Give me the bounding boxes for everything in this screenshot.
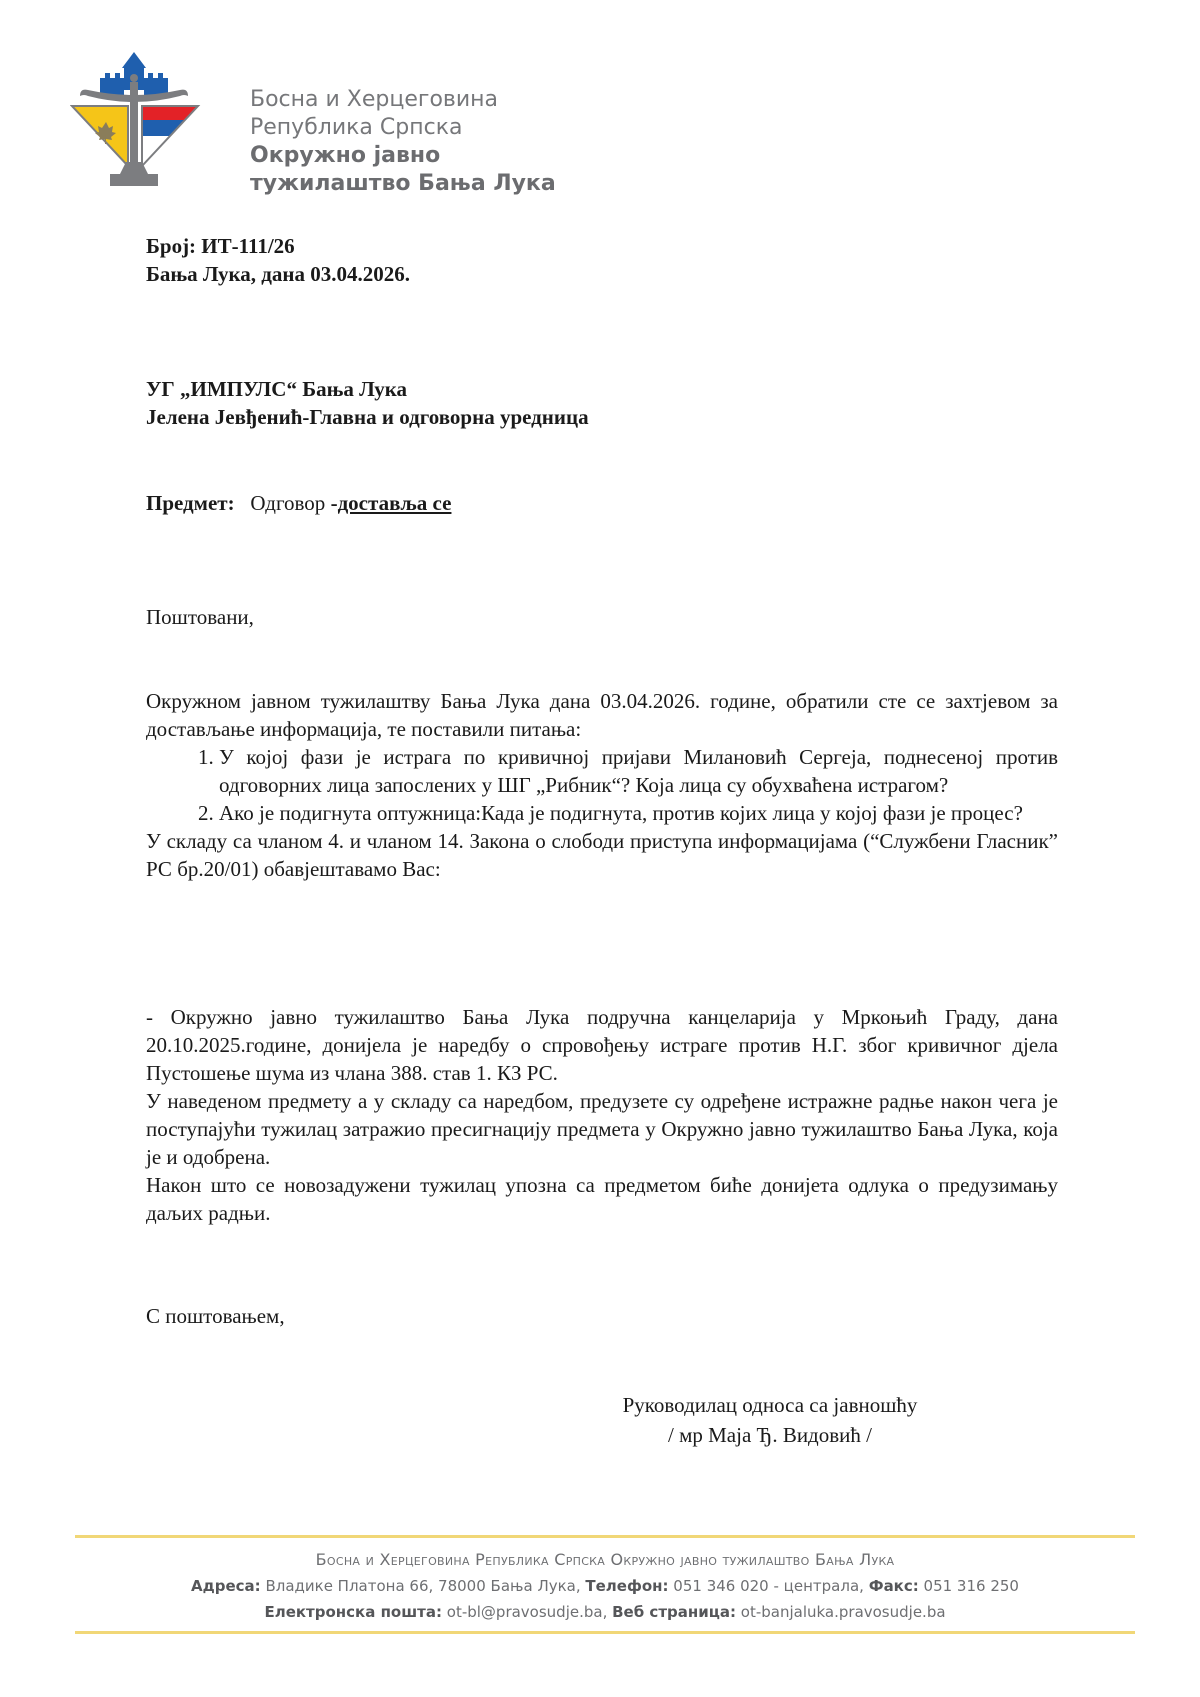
questions-list — [146, 743, 1058, 827]
subject-text: Одговор — [250, 491, 331, 515]
footer-rule-bottom — [75, 1631, 1135, 1634]
email-label: Електронска пошта: — [264, 1603, 442, 1621]
phone-label: Телефон: — [585, 1577, 669, 1595]
addressee-block — [146, 375, 589, 431]
request-summary — [146, 687, 1058, 883]
org-name-line1: Окружно јавно — [250, 143, 441, 168]
address-label: Адреса: — [191, 1577, 261, 1595]
org-country: Босна и Херцеговина — [250, 87, 499, 112]
question-item: 2. Ако је подигнута оптужница:Када је подигнута, против којих лица у којој фази је процес? — [219, 799, 1058, 827]
reference-number: Број: ИТ-111/26 — [146, 234, 295, 258]
answer-block — [146, 1003, 1058, 1227]
email-link[interactable]: ot-bl@pravosudje.ba, — [442, 1603, 613, 1621]
phone-value: 051 346 020 - централа, — [668, 1577, 869, 1595]
footer-organization: Босна и Херцеговина Република Српска Окружно јавно тужилаштво Бања Лука — [315, 1550, 895, 1569]
reference-place-date: Бања Лука, дана 03.04.2026. — [146, 262, 410, 286]
signature-title: Руководилац односа са јавношћу — [622, 1393, 918, 1417]
address-value: Владике Платона 66, 78000 Бања Лука, — [260, 1577, 586, 1595]
website-link[interactable]: ot-banjaluka.pravosudje.ba — [736, 1603, 946, 1621]
organization-header — [250, 86, 556, 198]
signature-block — [540, 1390, 1000, 1450]
addressee-organization: УГ „ИМПУЛС“ Бања Лука — [146, 377, 407, 401]
reference-block — [146, 232, 410, 288]
subject-underlined: доставља се — [337, 491, 452, 515]
greeting: Поштовани, — [146, 605, 254, 629]
subject-line — [146, 489, 451, 517]
answer-paragraph: - Окружно јавно тужилаштво Бања Лука подручна канцеларија у Мркоњић Граду, дана 20.10.2025.године, донијела је наредбу о спровођењу истраге против Н.Г. због кривичног дјела Пустошење шума из члана 388. став 1. КЗ РС. — [146, 1005, 1058, 1085]
coat-of-arms-icon — [70, 44, 220, 194]
prosecutor-office-logo-icon — [70, 44, 220, 194]
footer-web-line — [75, 1599, 1135, 1625]
signature-name: / мр Маја Ђ. Видовић / — [668, 1423, 872, 1447]
addressee-person: Јелена Јевђенић-Главна и одговорна уредница — [146, 405, 589, 429]
question-item: 1. У којој фази је истрага по кривичној пријави Милановић Сергеја, поднесеној против одговорних лица запослених у ШГ „Рибник“? Која лица су обухваћена истрагом? — [219, 743, 1058, 799]
answer-paragraph: У наведеном предмету а у складу са наредбом, предузете су одређене истражне радње након чега је поступајући тужилац затражио пресигнацију предмета у Окружно јавно тужилаштво Бања Лука, која је и одобрена. — [146, 1089, 1058, 1169]
footer — [75, 1547, 1135, 1625]
subject-label: Предмет: — [146, 491, 235, 515]
org-entity: Република Српска — [250, 115, 463, 140]
footer-rule-top — [75, 1535, 1135, 1538]
org-name-line2: тужилаштво Бања Лука — [250, 171, 556, 196]
footer-contact-line — [75, 1573, 1135, 1599]
closing: С поштовањем, — [146, 1304, 285, 1328]
legal-basis-paragraph: У складу са чланом 4. и чланом 14. Закона о слободи приступа информацијама (“Службени Гласник” РС бр.20/01) обавјештавамо Вас: — [146, 829, 1058, 881]
subject-dash: - — [330, 491, 338, 515]
fax-label: Факс: — [868, 1577, 919, 1595]
intro-paragraph: Окружном јавном тужилаштву Бања Лука дана 03.04.2026. године, обратили сте се захтјевом за достављање информација, те поставили питања: — [146, 689, 1058, 741]
web-label: Веб страница: — [612, 1603, 736, 1621]
fax-value: 051 316 250 — [918, 1577, 1019, 1595]
answer-paragraph: Након што се новозадужени тужилац упозна са предметом биће донијета одлука о предузимању даљих радњи. — [146, 1173, 1058, 1225]
